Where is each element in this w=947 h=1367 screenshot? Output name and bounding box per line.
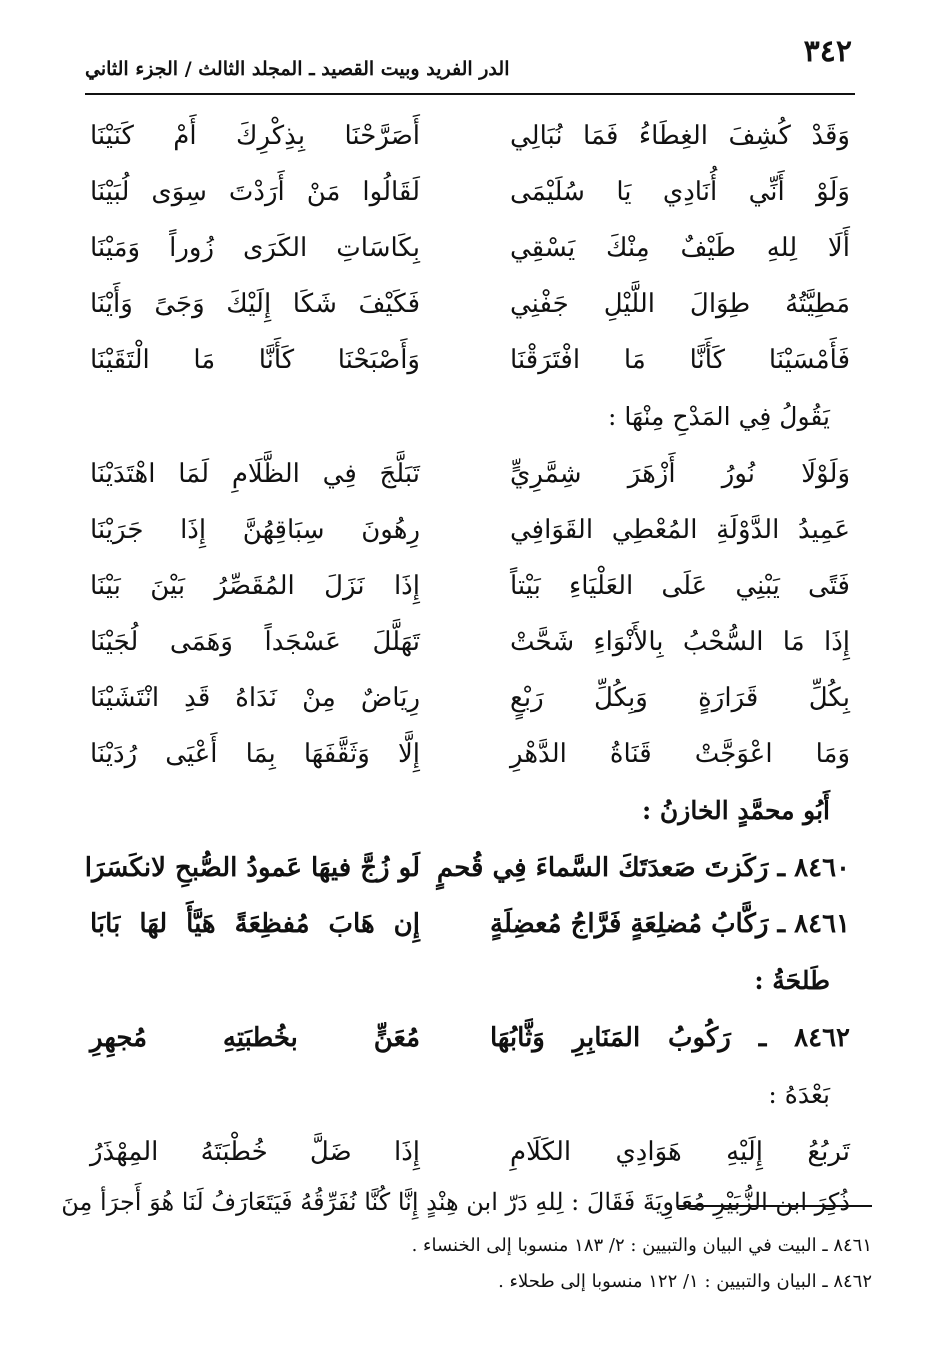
verse-second-hemistich: إِلَّا وَثَقَّفَهَا بِمَا أَعْيَى رُدَيْنَا bbox=[90, 739, 420, 769]
verse-second-hemistich: لَقَالُوا مَنْ أَرَدْتَ سِوَى لُبَيْنَا bbox=[90, 177, 420, 207]
verse bbox=[90, 108, 850, 164]
verse-second-hemistich: رِهُونَ سِبَاقِهُنَّ إِذَا جَرَيْنَا bbox=[90, 515, 420, 545]
verse bbox=[90, 276, 850, 332]
verse-first-hemistich: فَأَمْسَيْنَا كَأَنَّا مَا افْتَرَقْنَا bbox=[510, 345, 850, 375]
verse-first-hemistich: ٨٤٦٢ ـ رَكُوبُ المَنَابِرِ وَثَّابُهَا bbox=[490, 1023, 850, 1053]
verse-first-hemistich: إِذَا مَا السُّحْبُ بِالأَنْوَاءِ شَحَّتْ bbox=[510, 627, 850, 657]
section-heading: يَقُولُ فِي المَدْحِ مِنْهَا : bbox=[607, 402, 830, 431]
verse bbox=[90, 670, 850, 726]
verse-second-hemistich: تَبَلَّجَ فِي الظَّلَامِ لَمَا اهْتَدَيْنَا bbox=[90, 459, 420, 489]
verse bbox=[90, 558, 850, 614]
footnote: ٨٤٦١ ـ البيت في البيان والتبيين : ٢/ ١٨٣ منسوبا إلى الخنساء . bbox=[411, 1235, 872, 1256]
verse-first-hemistich: وَقَدْ كُشِفَ الغِطَاءُ فَمَا نُبَالِي bbox=[510, 121, 850, 151]
verse bbox=[90, 220, 850, 276]
verse-first-hemistich: مَطِيَّتُهُ طِوَالَ اللَّيْلِ جَفْنِي bbox=[510, 289, 850, 319]
verse-second-hemistich: إِن هَابَ مُفظِعَةً هَيَّأَ لهَا بَابَا bbox=[90, 909, 420, 939]
verse-second-hemistich: إِذَا نَزَلَ المُقَصِّرُ بَيْنَ بَيْنَا bbox=[90, 571, 420, 601]
numbered-verse bbox=[90, 1010, 850, 1066]
footnote: ٨٤٦٢ ـ البيان والتبيين : ١/ ١٢٢ منسوبا إلى طحلاء . bbox=[498, 1271, 872, 1292]
verse-first-hemistich: تَربُعُ إِلَيْهِ هَوَادِي الكَلَامِ bbox=[510, 1137, 850, 1167]
verse bbox=[90, 614, 850, 670]
verse-second-hemistich: تَهَلَّلَ عَسْجَداً وَهَمَى لُجَيْنَا bbox=[90, 627, 420, 657]
verse-first-hemistich: وَمَا اعْوَجَّتْ قَنَاةُ الدَّهْرِ bbox=[510, 739, 850, 769]
verse-first-hemistich: ٨٤٦٠ ـ رَكَزتَ صَعدَتَكَ السَّماءَ فِي قُحمٍ bbox=[436, 853, 850, 883]
verse-second-hemistich: أَصَرَّحْنَا بِذِكْرِكَ أَمْ كَنَيْنَا bbox=[90, 121, 420, 151]
verse-second-hemistich: إِذَا ضَلَّ خُطْبَتَهُ المِهْذَرُ bbox=[90, 1137, 420, 1167]
verse-first-hemistich: ٨٤٦١ ـ رَكَّابُ مُضلِعَةٍ فَرَّاجُ مُعضِلَةٍ bbox=[490, 909, 850, 939]
verse-first-hemistich: عَمِيدُ الدَّوْلَةِ المُعْطِي القَوَافِي bbox=[510, 515, 850, 545]
header-rule bbox=[85, 93, 855, 95]
footnote-rule bbox=[677, 1205, 872, 1207]
prose-paragraph: ذُكِرَ ابن الزُّبَيْرِ مُعَاوِيَةَ فَقَالَ : لِلهِ دَرّ ابن هِنْدٍ إِنَّا كُنَّا نُفَرِّقُهُ فَيَتَعَارَفُ لَنَا هُوَ أَجرَأ مِنَ bbox=[61, 1188, 850, 1216]
page-body bbox=[61, 108, 850, 1222]
verse-first-hemistich: أَلَا لِلهِ طَيْفٌ مِنْكَ يَسْقِي bbox=[510, 233, 850, 263]
verse-second-hemistich: رِيَاضٌ مِنْ نَدَاهُ قَدِ انْتَشَيْنَا bbox=[90, 683, 420, 713]
verse bbox=[90, 1124, 850, 1180]
verse-first-hemistich: فَتًى يَبْنِي عَلَى العَلْيَاءِ بَيْتاً bbox=[510, 571, 850, 601]
poet-heading: طَلحَةُ : bbox=[754, 966, 830, 995]
verse bbox=[90, 726, 850, 782]
verse bbox=[90, 446, 850, 502]
verse-first-hemistich: وَلَوْ أَنِّي أُنَادِي يَا سُلَيْمَى bbox=[510, 177, 850, 207]
verse-second-hemistich: فَكَيْفَ شَكَا إِلَيْكَ وَجَىً وَأَيْنَا bbox=[90, 289, 420, 319]
running-header: الدر الفريد وبيت القصيد ـ المجلد الثالث / الجزء الثاني bbox=[85, 58, 510, 80]
verse-second-hemistich: مُعَنٍّ بخُطبَتِهِ مُجهِرِ bbox=[90, 1023, 420, 1053]
numbered-verse bbox=[84, 840, 850, 896]
verse-first-hemistich: بِكُلِّ قَرَارَةٍ وَبِكُلِّ رَبْعٍ bbox=[510, 683, 850, 713]
verse bbox=[90, 502, 850, 558]
verse-second-hemistich: بِكَاسَاتِ الكَرَى زُوراً وَمَيْنَا bbox=[90, 233, 420, 263]
verse-first-hemistich: وَلَوْلَا نُورُ أَزْهَرَ شِمَّرِيٍّ bbox=[510, 459, 850, 489]
poet-heading: أَبُو محمَّدٍ الخازنُ : bbox=[641, 796, 830, 825]
verse bbox=[90, 164, 850, 220]
verse-second-hemistich: وَأَصْبَحْنَا كَأَنَّا مَا الْتَقَيْنَا bbox=[90, 345, 420, 375]
section-heading: بَعْدَهُ : bbox=[768, 1080, 830, 1109]
verse bbox=[90, 332, 850, 388]
footnotes bbox=[92, 1228, 872, 1300]
numbered-verse bbox=[90, 896, 850, 952]
page-number: ٣٤٢ bbox=[803, 34, 852, 69]
verse-second-hemistich: لَو زُجَّ فيهَا عَمودُ الصُّبحِ لانكَسَرَا bbox=[84, 853, 420, 883]
